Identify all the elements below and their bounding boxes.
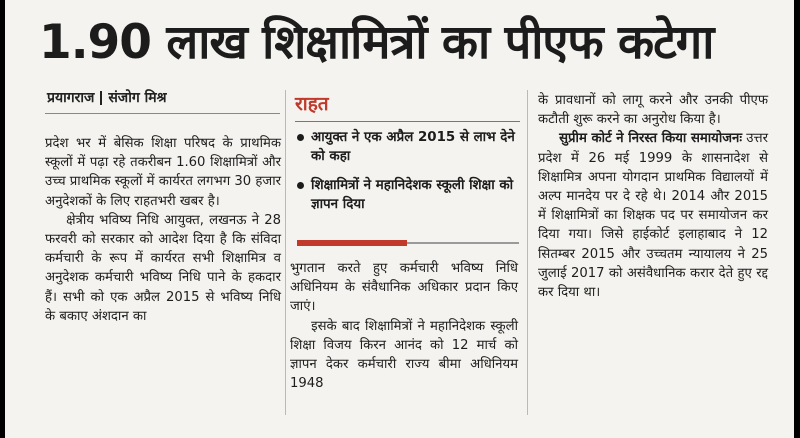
headline: 1.90 लाख शिक्षामित्रों का पीएफ कटेगा [39,15,714,70]
subhead: सुप्रीम कोर्ट ने निरस्त किया समायोजनः [559,131,742,147]
paragraph-2: क्षेत्रीय भविष्य निधि आयुक्त, लखनऊ ने 28 फरवरी को सरकार को आदेश दिया है कि संविदा कर्मचारी के रूप में कार्यरत सभी शिक्षामित्र व अनुदेशक कर्मचारी भविष्य निधि पाने के हकदार हैं। सभी को एक अप्रैल 2015 से भविष्य निधि के बकाए अंशदान का [45,212,281,324]
article-column-1 [45,134,281,326]
paragraph-6-text: उत्तर प्रदेश में 26 मई 1999 के शासनादेश से शिक्षामित्र अपना योगदान प्राथमिक विद्यालयों में अल्प मानदेय पर दे रहे थे। 2014 और 2015 में शिक्षामित्रों का शिक्षक पद पर समायोजन कर दिया गया। जिसे हाईकोर्ट इलाहाबाद ने 12 सितम्बर 2015 और उच्चतम न्यायालय ने 25 जुलाई 2017 को असंवैधानिक करार देते हुए रद्द कर दिया था। [538,131,768,301]
sidebar-bullets [295,128,521,224]
paragraph-4: इसके बाद शिक्षामित्रों ने महानिदेशक स्कूली शिक्षा विजय किरन आनंद को 12 मार्च को ज्ञापन देकर कर्मचारी राज्य बीमा अधिनियम 1948 [290,318,518,392]
bullet-item [295,176,521,214]
byline [47,89,167,107]
bullet-item [295,128,521,166]
byline-author: संजोग मिश्र [108,90,167,106]
paragraph-1: प्रदेश भर में बेसिक शिक्षा परिषद के प्राथमिक स्कूलों में पढ़ा रहे तकरीबन 1.60 शिक्षामित्रों और उच्च प्राथमिक स्कूलों में कार्यरत लगभग 30 हजार अनुदेशकों के लिए राहतभरी खबर है। [45,136,281,209]
sidebar-rule [295,121,520,122]
bullet-dot-icon [297,134,304,141]
byline-separator [100,91,102,105]
bullet-text: शिक्षामित्रों ने महानिदेशक स्कूली शिक्षा को ज्ञापन दिया [311,178,514,212]
article-column-2 [290,259,518,393]
sidebar-title: राहत [295,93,329,115]
bullet-text: आयुक्त ने एक अप्रैल 2015 से लाभ देने को कहा [311,130,515,164]
byline-rule [45,113,280,114]
article-column-3 [538,91,768,302]
paragraph-3: भुगतान करते हुए कर्मचारी भविष्य निधि अधिनियम के संवैधानिक अधिकार प्रदान किए जाएं। [290,261,518,315]
paragraph-5: के प्रावधानों को लागू करने और उनकी पीएफ कटौती शुरू करने का अनुरोध किया है। [538,93,768,128]
column-divider-2 [527,90,528,415]
paragraph-6 [538,129,768,302]
column-divider-1 [285,90,286,415]
sidebar-accent-bar [297,240,407,246]
sidebar-accent-line [407,242,519,244]
byline-location: प्रयागराज [47,90,95,106]
bullet-dot-icon [297,182,304,189]
newspaper-clipping [5,0,794,438]
